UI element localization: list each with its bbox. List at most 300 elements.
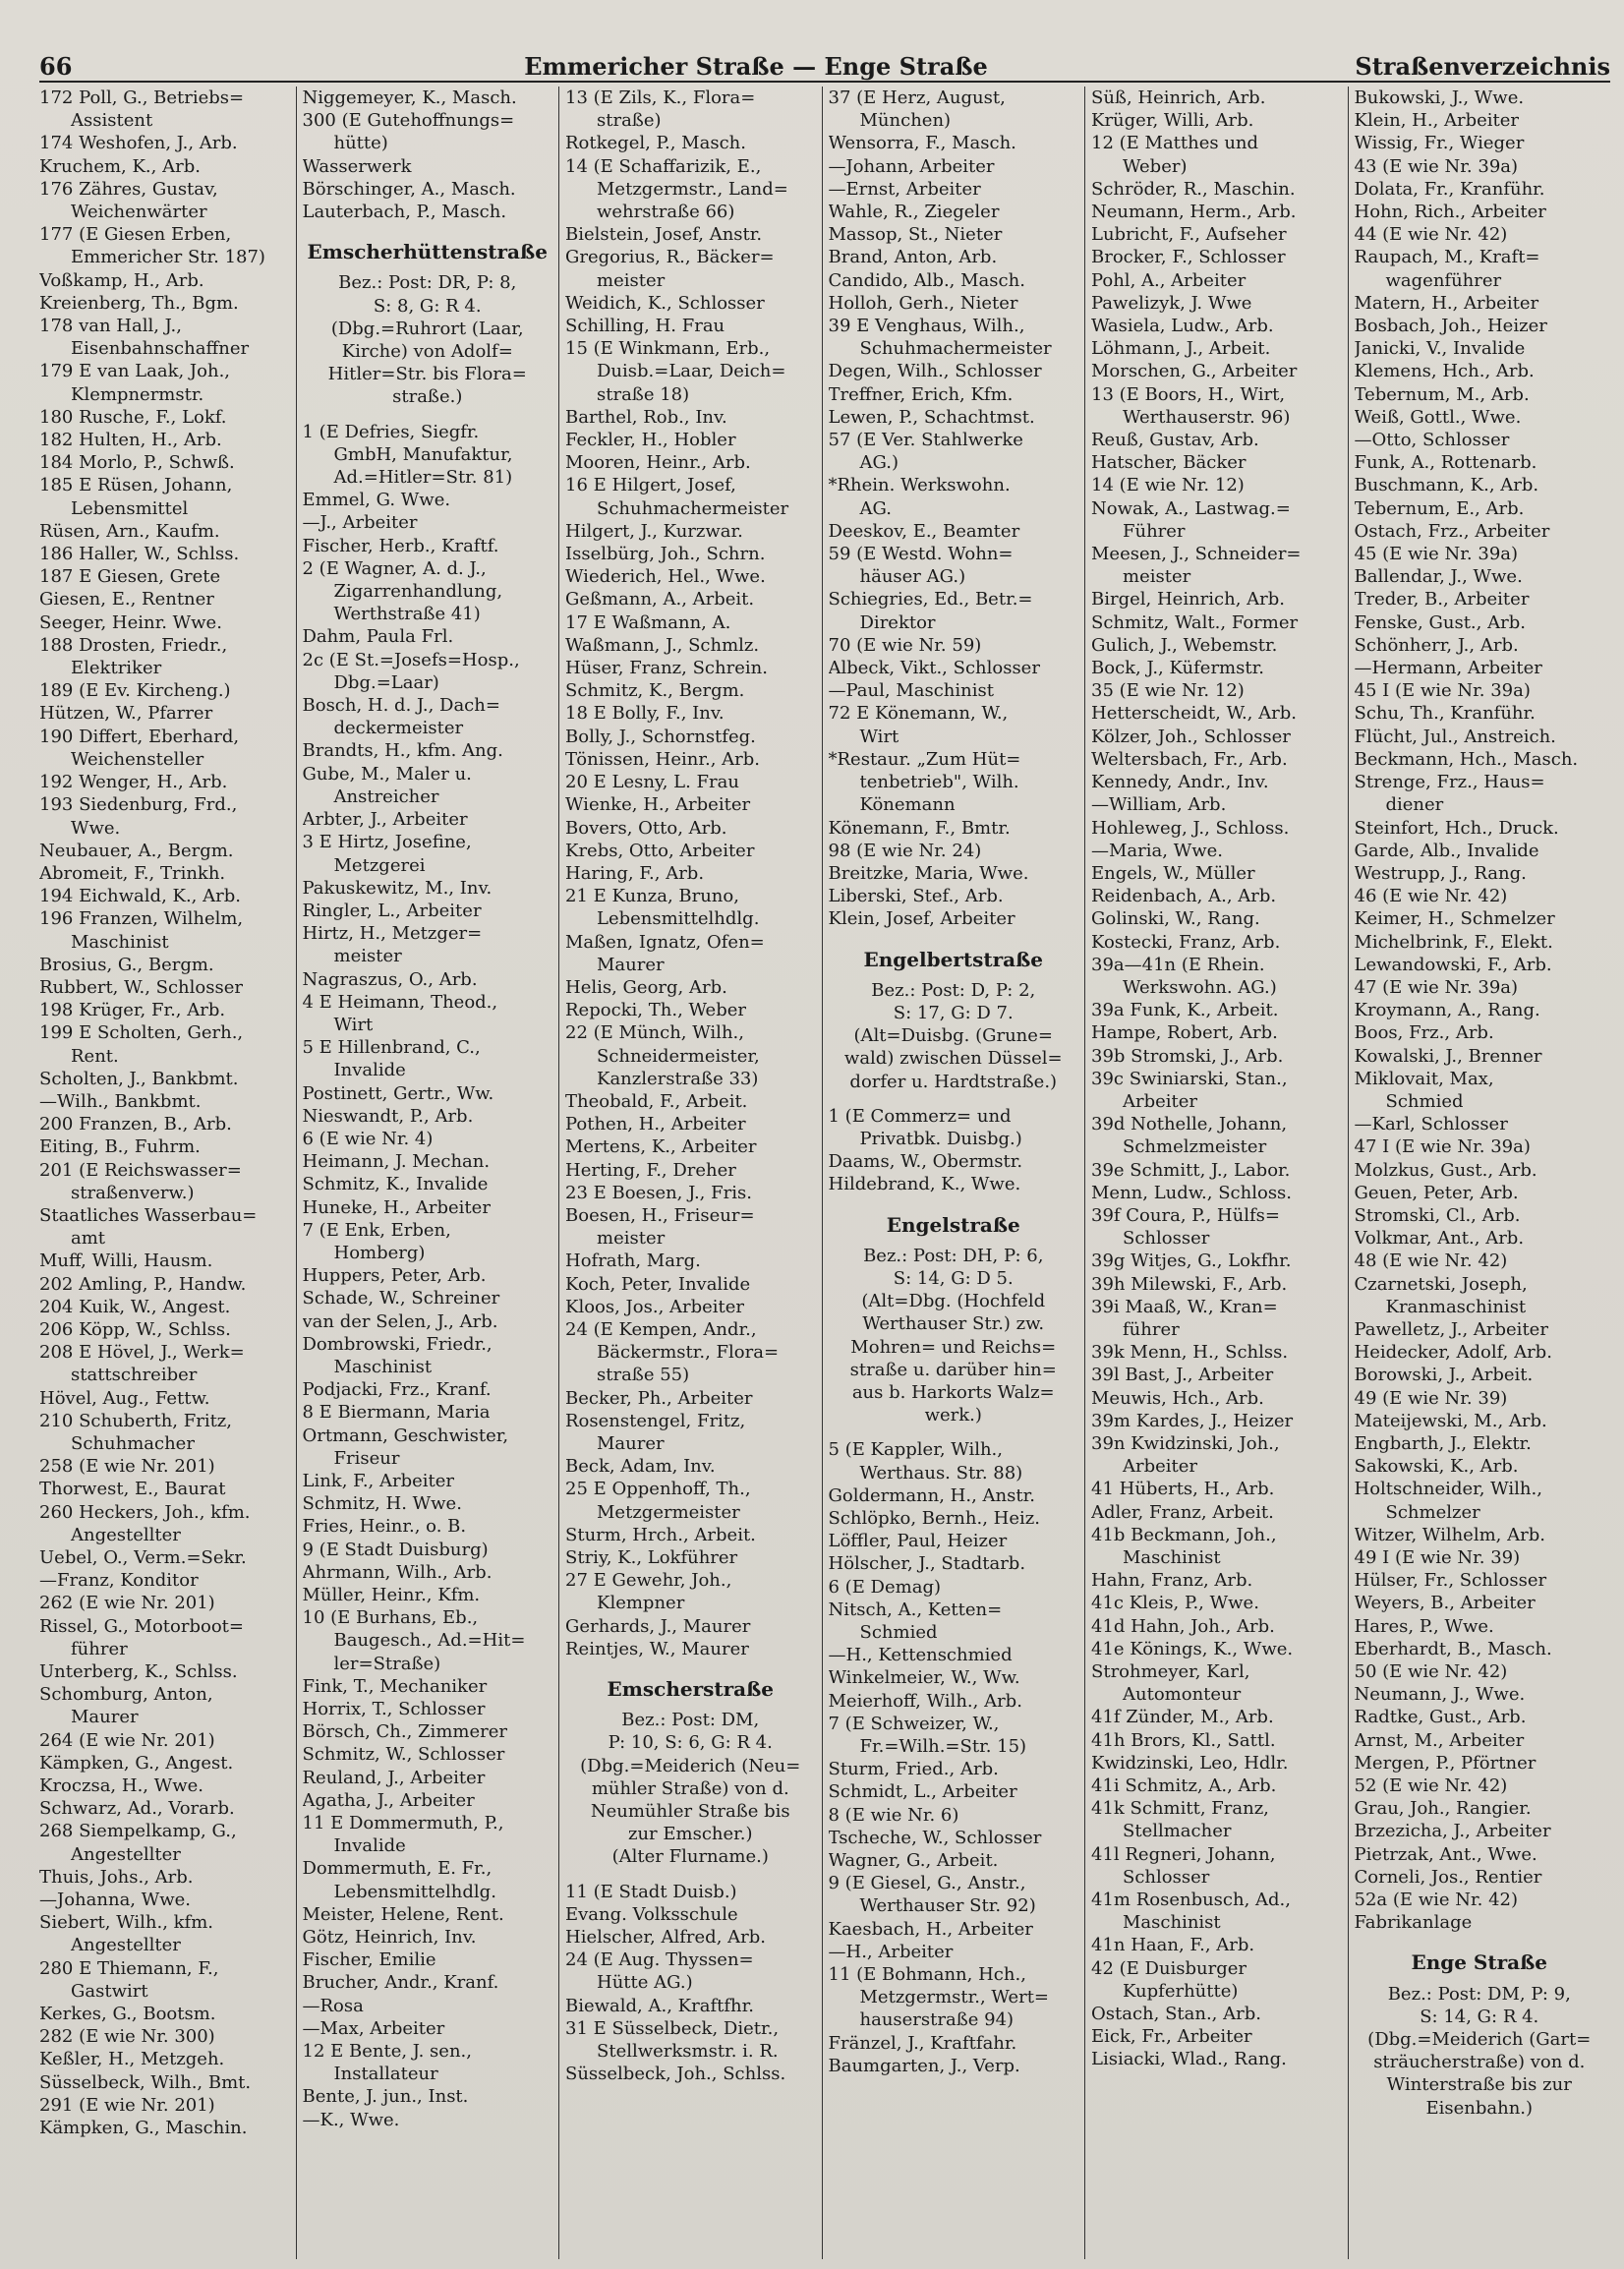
directory-entry: 10 (E Burhans, Eb., <box>302 1607 479 1629</box>
directory-entry: 25 E Oppenhoff, Th., <box>565 1479 751 1500</box>
directory-entry: Keimer, H., Schmelzer <box>1354 908 1555 930</box>
directory-entry: Schmitz, K., Bergm. <box>565 680 745 702</box>
spacer <box>829 1426 1079 1438</box>
directory-entry: Maschinist <box>1123 1912 1221 1934</box>
directory-entry: Dbg.=Laar) <box>333 671 439 693</box>
directory-entry: Hirtz, H., Metzger= <box>302 923 483 945</box>
directory-entry: Ostach, Stan., Arb. <box>1091 2004 1261 2025</box>
directory-entry: Klemens, Hch., Arb. <box>1354 361 1535 382</box>
street-info: Bez.: Post: DH, P: 6, <box>863 1245 1044 1266</box>
directory-entry: —Franz, Konditor <box>39 1570 199 1592</box>
directory-entry: Helis, Georg, Arb. <box>565 976 727 998</box>
directory-entry: 186 Haller, W., Schlss. <box>39 544 240 565</box>
directory-entry: 39k Menn, H., Schlss. <box>1091 1342 1289 1364</box>
street-heading: Emscherstraße <box>607 1677 775 1702</box>
directory-entry: Theobald, F., Arbeit. <box>565 1090 748 1112</box>
directory-entry: Werkswohn. AG.) <box>1123 976 1277 998</box>
directory-entry: Boos, Frz., Arb. <box>1354 1022 1494 1044</box>
directory-entry: Bosbach, Joh., Heizer <box>1354 316 1547 337</box>
street-info: (Dbg.=Meiderich (Neu= <box>580 1755 801 1776</box>
directory-entry: Weichenwärter <box>71 202 207 223</box>
directory-entry: 200 Franzen, B., Arb. <box>39 1114 232 1135</box>
directory-entry: Haring, F., Arb. <box>565 862 705 884</box>
directory-entry: 1 (E Commerz= und <box>828 1105 1012 1127</box>
directory-entry: 41c Kleis, P., Wwe. <box>1091 1593 1259 1614</box>
directory-entry: Arbeiter <box>1123 1456 1198 1478</box>
directory-entry: 2 (E Wagner, A. d. J., <box>302 557 487 579</box>
directory-entry: Kroczsa, H., Wwe. <box>39 1775 204 1797</box>
directory-entry: meister <box>1123 566 1191 588</box>
street-info: Bez.: Post: DR, P: 8, <box>338 272 517 294</box>
street-heading: Enge Straße <box>1411 1950 1548 1975</box>
directory-entry: Friseur <box>333 1447 400 1469</box>
directory-entry: Arbter, J., Arbeiter <box>302 809 468 831</box>
directory-entry: Pawelletz, J., Arbeiter <box>1354 1318 1548 1340</box>
directory-entry: —Rosa <box>302 1995 364 2016</box>
section-title: Straßenverzeichnis <box>1355 52 1610 81</box>
directory-entry: 45 I (E wie Nr. 39a) <box>1354 680 1531 702</box>
directory-entry: Nowak, A., Lastwag.= <box>1091 497 1291 519</box>
directory-entry: Rubbert, W., Schlosser <box>39 976 243 998</box>
directory-entry: 41l Regneri, Johann, <box>1091 1843 1276 1865</box>
directory-entry: Eisenbahnschaffner <box>71 338 250 360</box>
directory-entry: Reidenbach, A., Arb. <box>1091 886 1277 907</box>
directory-entry: 31 E Süsselbeck, Dietr., <box>565 2017 780 2039</box>
directory-entry: 41k Schmitt, Franz, <box>1091 1798 1269 1820</box>
directory-entry: Schomburg, Anton, <box>39 1684 213 1706</box>
directory-entry: 206 Köpp, W., Schlss. <box>39 1318 231 1340</box>
directory-entry: —Johanna, Wwe. <box>39 1890 192 1911</box>
directory-entry: Molzkus, Gust., Arb. <box>1354 1159 1537 1181</box>
directory-entry: 72 E Könemann, W., <box>828 703 1009 725</box>
directory-entry: hütte) <box>333 133 388 154</box>
directory-entry: 15 (E Winkmann, Erb., <box>565 338 771 360</box>
directory-entry: 35 (E wie Nr. 12) <box>1091 680 1245 702</box>
directory-entry: 49 (E wie Nr. 39) <box>1354 1387 1508 1409</box>
directory-entry: Brand, Anton, Arb. <box>828 247 998 268</box>
directory-entry: Wwe. <box>71 817 121 839</box>
directory-entry: 182 Hulten, H., Arb. <box>39 430 222 451</box>
directory-entry: GmbH, Manufaktur, <box>333 443 513 465</box>
directory-entry: Schuhmacher <box>71 1432 195 1454</box>
directory-entry: 59 (E Westd. Wohn= <box>828 544 1014 565</box>
directory-entry: 201 (E Reichswasser= <box>39 1159 242 1181</box>
directory-entry: 39f Coura, P., Hülfs= <box>1091 1204 1280 1226</box>
directory-entry: Kämpken, G., Maschin. <box>39 2118 248 2139</box>
directory-entry: Wensorra, F., Masch. <box>828 133 1016 154</box>
directory-entry: Abromeit, F., Trinkh. <box>39 862 226 884</box>
street-info: S: 17, G: D 7. <box>893 1002 1014 1023</box>
directory-entry: Kerkes, G., Bootsm. <box>39 2004 216 2025</box>
directory-entry: Maschinist <box>71 931 169 953</box>
directory-entry: 39i Maaß, W., Kran= <box>1091 1296 1278 1317</box>
street-info: (Alt=Dbg. (Hochfeld <box>861 1291 1046 1312</box>
directory-entry: Baugesch., Ad.=Hit= <box>333 1630 526 1652</box>
directory-entry: Buschmann, K., Arb. <box>1354 475 1539 496</box>
street-info: S: 14, G: D 5. <box>893 1267 1014 1289</box>
directory-entry: Dommermuth, E. Fr., <box>302 1858 493 1880</box>
directory-entry: Daams, W., Obermstr. <box>828 1151 1023 1173</box>
directory-entry: Herting, F., Dreher <box>565 1159 736 1181</box>
directory-entry: deckermeister <box>333 718 464 739</box>
directory-entry: Witzer, Wilhelm, Arb. <box>1354 1524 1545 1545</box>
directory-entry: 188 Drosten, Friedr., <box>39 634 228 656</box>
directory-entry: 179 E van Laak, Joh., <box>39 361 231 382</box>
directory-entry: 39d Nothelle, Johann, <box>1091 1114 1288 1135</box>
directory-entry: Maurer <box>597 1432 665 1454</box>
directory-entry: Lisiacki, Wlad., Rang. <box>1091 2049 1287 2070</box>
directory-entry: 41b Beckmann, Joh., <box>1091 1524 1277 1545</box>
directory-entry: Pawelizyk, J. Wwe <box>1091 292 1252 314</box>
directory-entry: Becker, Ph., Arbeiter <box>565 1387 753 1409</box>
directory-entry: 47 (E wie Nr. 39a) <box>1354 976 1519 998</box>
directory-entry: Eiting, B., Fuhrm. <box>39 1136 201 1158</box>
directory-entry: 300 (E Gutehoffnungs= <box>302 110 515 132</box>
directory-entry: Rissel, G., Motorboot= <box>39 1615 244 1637</box>
directory-entry: häuser AG.) <box>859 566 966 588</box>
directory-entry: Lubricht, F., Aufseher <box>1091 224 1287 246</box>
directory-entry: 46 (E wie Nr. 42) <box>1354 886 1508 907</box>
directory-entry: Börschinger, A., Masch. <box>302 178 516 200</box>
directory-entry: Hofrath, Marg. <box>565 1251 701 1272</box>
directory-entry: 41i Schmitz, A., Arb. <box>1091 1775 1277 1797</box>
directory-entry: 52 (E wie Nr. 42) <box>1354 1775 1508 1797</box>
directory-entry: Brocker, F., Schlosser <box>1091 247 1286 268</box>
directory-entry: Brucher, Andr., Kranf. <box>302 1972 499 1994</box>
directory-entry: Fenske, Gust., Arb. <box>1354 611 1526 633</box>
directory-entry: 184 Morlo, P., Schwß. <box>39 452 235 474</box>
directory-entry: —Ernst, Arbeiter <box>828 178 981 200</box>
directory-entry: Massop, St., Nieter <box>828 224 1003 246</box>
directory-entry: 6 (E Demag) <box>828 1576 941 1598</box>
directory-entry: Brandts, H., kfm. Ang. <box>302 740 503 762</box>
directory-entry: Bosch, H. d. J., Dach= <box>302 695 500 717</box>
directory-entry: Süsselbeck, Joh., Schlss. <box>565 2064 786 2085</box>
directory-entry: 208 E Hövel, J., Werk= <box>39 1342 245 1364</box>
directory-entry: 39a Funk, K., Arbeit. <box>1091 1000 1279 1021</box>
directory-entry: 291 (E wie Nr. 201) <box>39 2094 215 2116</box>
directory-entry: Reintjes, W., Maurer <box>565 1638 749 1659</box>
directory-entry: Muff, Willi, Hausm. <box>39 1251 213 1272</box>
directory-entry: 172 Poll, G., Betriebs= <box>39 87 245 108</box>
directory-entry: Schmelzmeister <box>1123 1136 1267 1158</box>
directory-entry: 41h Brors, Kl., Sattl. <box>1091 1729 1276 1751</box>
directory-entry: Nagraszus, O., Arb. <box>302 968 478 990</box>
directory-entry: diener <box>1385 794 1444 816</box>
directory-entry: Scholten, J., Bankbmt. <box>39 1068 239 1089</box>
directory-entry: 43 (E wie Nr. 39a) <box>1354 155 1519 177</box>
directory-entry: Metzgerei <box>333 854 426 876</box>
directory-entry: —Wilh., Bankbmt. <box>39 1090 202 1112</box>
directory-entry: Maurer <box>71 1707 139 1728</box>
directory-entry: 190 Differt, Eberhard, <box>39 726 240 747</box>
column-4 <box>822 87 1085 2259</box>
directory-entry: Gregorius, R., Bäcker= <box>565 247 775 268</box>
directory-entry: Weichensteller <box>71 748 204 770</box>
directory-entry: 11 (E Stadt Duisb.) <box>565 1881 737 1902</box>
directory-entry: Schiegries, Ed., Betr.= <box>828 589 1033 611</box>
directory-entry: 178 van Hall, J., <box>39 316 182 337</box>
directory-entry: Holtschneider, Wilh., <box>1354 1479 1542 1500</box>
directory-entry: 7 (E Schweizer, W., <box>828 1713 1000 1734</box>
directory-entry: 41n Haan, F., Arb. <box>1091 1935 1255 1956</box>
directory-entry: 11 (E Bohmann, Hch., <box>828 1964 1026 1986</box>
directory-entry: 5 E Hillenbrand, C., <box>302 1037 481 1059</box>
directory-entry: 39 E Venghaus, Wilh., <box>828 316 1025 337</box>
directory-entry: Golinski, W., Rang. <box>1091 908 1260 930</box>
directory-entry: straßenverw.) <box>71 1182 195 1203</box>
directory-entry: Podjacki, Frz., Kranf. <box>302 1379 492 1401</box>
directory-entry: 39h Milewski, F., Arb. <box>1091 1273 1288 1295</box>
directory-entry: Klempnermstr. <box>71 383 204 405</box>
directory-entry: Rüsen, Arn., Kaufm. <box>39 520 220 542</box>
directory-entry: Corneli, Jos., Rentier <box>1354 1866 1542 1888</box>
directory-entry: Ortmann, Geschwister, <box>302 1425 509 1446</box>
directory-entry: Invalide <box>333 1835 406 1857</box>
directory-entry: Kennedy, Andr., Inv. <box>1091 772 1269 793</box>
directory-entry: Könemann, F., Bmtr. <box>828 817 1011 839</box>
directory-entry: Engels, W., Müller <box>1091 862 1255 884</box>
directory-entry: Lauterbach, P., Masch. <box>302 202 507 223</box>
directory-entry: Sturm, Hrch., Arbeit. <box>565 1524 756 1545</box>
directory-entry: 39a—41n (E Rhein. <box>1091 954 1265 975</box>
directory-entry: Tebernum, E., Arb. <box>1354 497 1525 519</box>
directory-entry: Werthauser Str. 92) <box>859 1895 1036 1917</box>
directory-entry: Menn, Ludw., Schloss. <box>1091 1182 1293 1203</box>
directory-entry: Meesen, J., Schneider= <box>1091 544 1302 565</box>
directory-entry: Hohleweg, J., Schloss. <box>1091 817 1290 839</box>
street-info: straße u. darüber hin= <box>849 1359 1057 1380</box>
directory-entry: 16 E Hilgert, Josef, <box>565 475 736 496</box>
directory-entry: Bukowski, J., Wwe. <box>1354 87 1525 108</box>
directory-entry: Adler, Franz, Arbeit. <box>1091 1501 1274 1523</box>
directory-entry: Grau, Joh., Rangier. <box>1354 1798 1532 1820</box>
directory-entry: führer <box>1123 1318 1180 1340</box>
directory-entry: 8 E Biermann, Maria <box>302 1402 491 1424</box>
street-info: Mohren= und Reichs= <box>850 1336 1057 1358</box>
directory-entry: 22 (E Münch, Wilh., <box>565 1022 744 1044</box>
directory-entry: 202 Amling, P., Handw. <box>39 1273 247 1295</box>
directory-entry: 268 Siempelkamp, G., <box>39 1821 237 1842</box>
directory-entry: Heimann, J. Mechan. <box>302 1151 491 1173</box>
directory-entry: Ballendar, J., Wwe. <box>1354 566 1523 588</box>
directory-entry: 52a (E wie Nr. 42) <box>1354 1890 1519 1911</box>
directory-entry: 9 (E Giesel, G., Anstr., <box>828 1873 1026 1894</box>
street-info: Bez.: Post: DM, P: 9, <box>1387 1983 1571 2005</box>
directory-entry: Link, F., Arbeiter <box>302 1470 455 1491</box>
directory-entry: 192 Wenger, H., Arb. <box>39 772 228 793</box>
directory-entry: 21 E Kunza, Bruno, <box>565 886 739 907</box>
directory-entry: Hüser, Franz, Schrein. <box>565 658 768 679</box>
directory-entry: Weltersbach, Fr., Arb. <box>1091 748 1288 770</box>
directory-entry: Beck, Adam, Inv. <box>565 1456 716 1478</box>
directory-entry: Brosius, G., Bergm. <box>39 954 214 975</box>
directory-entry: 6 (E wie Nr. 4) <box>302 1128 434 1149</box>
directory-entry: —Paul, Maschinist <box>828 680 994 702</box>
directory-entry: 20 E Lesny, L. Frau <box>565 772 739 793</box>
directory-entry: Garde, Alb., Invalide <box>1354 840 1539 861</box>
directory-entry: Automonteur <box>1123 1684 1242 1706</box>
directory-entry: 189 (E Ev. Kircheng.) <box>39 680 231 702</box>
directory-entry: 14 (E Schaffarizik, E., <box>565 155 762 177</box>
directory-entry: Czarnetski, Joseph, <box>1354 1273 1528 1295</box>
directory-entry: Lebensmittel <box>71 497 189 519</box>
directory-entry: Privatbk. Duisbg.) <box>859 1128 1022 1149</box>
directory-entry: Evang. Volksschule <box>565 1903 738 1925</box>
directory-entry: Gube, M., Maler u. <box>302 763 472 785</box>
directory-entry: Angestellter <box>71 1935 181 1956</box>
directory-entry: Weyers, B., Arbeiter <box>1354 1593 1536 1614</box>
directory-entry: Tebernum, M., Arb. <box>1354 383 1530 405</box>
spacer <box>303 409 553 421</box>
directory-entry: *Rhein. Werkswohn. <box>828 475 1011 496</box>
directory-entry: Kloos, Jos., Arbeiter <box>565 1296 745 1317</box>
directory-entry: Löffler, Paul, Heizer <box>828 1531 1008 1552</box>
directory-entry: Ostach, Frz., Arbeiter <box>1354 520 1550 542</box>
directory-entry: Schade, W., Schreiner <box>302 1288 500 1309</box>
directory-entry: Huppers, Peter, Arb. <box>302 1265 487 1287</box>
directory-entry: 258 (E wie Nr. 201) <box>39 1456 215 1478</box>
directory-entry: Schuhmachermeister <box>859 338 1052 360</box>
directory-entry: Götz, Heinrich, Inv. <box>302 1927 477 1949</box>
street-info: zur Emscher.) <box>627 1824 753 1845</box>
directory-entry: Hilgert, J., Kurzwar. <box>565 520 743 542</box>
directory-entry: Emmel, G. Wwe. <box>302 490 451 511</box>
directory-entry: Birgel, Heinrich, Arb. <box>1091 589 1285 611</box>
directory-entry: Schmidt, L., Arbeiter <box>828 1781 1017 1803</box>
directory-entry: Strohmeyer, Karl, <box>1091 1661 1250 1683</box>
spacer <box>565 1869 816 1881</box>
directory-entry: Pakuskewitz, M., Inv. <box>302 877 493 899</box>
directory-entry: Feckler, H., Hobler <box>565 430 736 451</box>
directory-entry: Sakowski, K., Arb. <box>1354 1456 1519 1478</box>
directory-entry: Candido, Alb., Masch. <box>828 269 1025 291</box>
directory-entry: Assistent <box>71 110 153 132</box>
directory-entry: Dahm, Paula Frl. <box>302 626 454 648</box>
directory-entry: Angestellter <box>71 1843 181 1865</box>
directory-entry: Repocki, Th., Weber <box>565 1000 746 1021</box>
directory-entry: Süsselbeck, Wilh., Bmt. <box>39 2071 252 2093</box>
directory-entry: 41m Rosenbusch, Ad., <box>1091 1890 1292 1911</box>
street-info: (Alt=Duisbg. (Grune= <box>853 1025 1054 1047</box>
directory-entry: 45 (E wie Nr. 39a) <box>1354 544 1519 565</box>
directory-entry: 17 E Waßmann, A. <box>565 611 731 633</box>
directory-entry: führer <box>71 1638 128 1659</box>
directory-entry: Neumann, J., Wwe. <box>1354 1684 1526 1706</box>
directory-entry: Kanzlerstraße 33) <box>597 1068 759 1089</box>
directory-entry: Hölscher, J., Stadtarb. <box>828 1553 1026 1575</box>
directory-entry: Raupach, M., Kraft= <box>1354 247 1540 268</box>
street-info: S: 8, G: R 4. <box>373 295 482 317</box>
directory-entry: Schmitz, Walt., Former <box>1091 611 1299 633</box>
directory-entry: stattschreiber <box>71 1365 198 1386</box>
street-heading: Emscherhüttenstraße <box>307 240 548 264</box>
directory-entry: 39n Kwidzinski, Joh., <box>1091 1432 1280 1454</box>
directory-entry: München) <box>859 110 952 132</box>
directory-entry: Lebensmittelhdlg. <box>333 1881 496 1902</box>
directory-entry: 264 (E wie Nr. 201) <box>39 1729 215 1751</box>
directory-entry: 39b Stromski, J., Arb. <box>1091 1045 1284 1067</box>
street-info: Hitler=Str. bis Flora= <box>327 364 527 385</box>
directory-entry: Schönherr, J., Arb. <box>1354 634 1519 656</box>
directory-entry: Arnst, M., Arbeiter <box>1354 1729 1525 1751</box>
directory-entry: Zigarrenhandlung, <box>333 581 503 603</box>
directory-entry: Holloh, Gerh., Nieter <box>828 292 1018 314</box>
directory-entry: Bovers, Otto, Arb. <box>565 817 727 839</box>
directory-entry: Schmied <box>1385 1090 1464 1112</box>
directory-entry: Neumann, Herm., Arb. <box>1091 202 1297 223</box>
directory-entry: Werthstraße 41) <box>333 604 481 625</box>
column-6 <box>1348 87 1611 2259</box>
directory-entry: 262 (E wie Nr. 201) <box>39 1593 215 1614</box>
directory-entry: 199 E Scholten, Gerh., <box>39 1022 244 1044</box>
directory-entry: Kroymann, A., Rang. <box>1354 1000 1540 1021</box>
directory-entry: Schmelzer <box>1385 1501 1480 1523</box>
directory-entry: Hildebrand, K., Wwe. <box>828 1174 1021 1195</box>
directory-entry: Steinfort, Hch., Druck. <box>1354 817 1559 839</box>
directory-entry: Wasiela, Ludw., Arb. <box>1091 316 1274 337</box>
directory-entry: Neubauer, A., Bergm. <box>39 840 234 861</box>
directory-entry: Geuen, Peter, Arb. <box>1354 1182 1519 1203</box>
directory-entry: Hares, P., Wwe. <box>1354 1615 1494 1637</box>
directory-entry: Albeck, Vikt., Schlosser <box>828 658 1040 679</box>
directory-entry: Eberhardt, B., Masch. <box>1354 1638 1552 1659</box>
directory-entry: Uebel, O., Verm.=Sekr. <box>39 1547 247 1568</box>
directory-entry: Postinett, Gertr., Ww. <box>302 1082 494 1104</box>
directory-entry: Kreienberg, Th., Bgm. <box>39 292 239 314</box>
directory-entry: Mooren, Heinr., Arb. <box>565 452 751 474</box>
directory-entry: 187 E Giesen, Grete <box>39 566 221 588</box>
directory-entry: Metzgermstr., Wert= <box>859 1987 1050 2008</box>
directory-entry: Sturm, Fried., Arb. <box>828 1759 999 1780</box>
directory-entry: 39e Schmitt, J., Labor. <box>1091 1159 1291 1181</box>
directory-entry: Lewen, P., Schachtmst. <box>828 406 1035 428</box>
directory-entry: 176 Zähres, Gustav, <box>39 178 218 200</box>
directory-entry: 48 (E wie Nr. 42) <box>1354 1251 1508 1272</box>
directory-entry: 9 (E Stadt Duisburg) <box>302 1539 489 1560</box>
directory-entry: Striy, K., Lokführer <box>565 1547 738 1568</box>
directory-entry: Eick, Fr., Arbeiter <box>1091 2026 1252 2048</box>
directory-entry: Seeger, Heinr. Wwe. <box>39 611 222 633</box>
directory-entry: —K., Wwe. <box>302 2109 400 2130</box>
directory-entry: 42 (E Duisburger <box>1091 1957 1247 1979</box>
directory-entry: 41e Könings, K., Wwe. <box>1091 1638 1294 1659</box>
directory-entry: Hützen, W., Pfarrer <box>39 703 213 725</box>
directory-entry: Führer <box>1123 520 1186 542</box>
page-title: Emmericher Straße — Enge Straße <box>524 52 988 81</box>
directory-entry: Pohl, A., Arbeiter <box>1091 269 1247 291</box>
directory-entry: Ad.=Hitler=Str. 81) <box>333 467 513 489</box>
directory-entry: 282 (E wie Nr. 300) <box>39 2026 215 2048</box>
directory-entry: Isselbürg, Joh., Schrn. <box>565 544 766 565</box>
directory-entry: Huneke, H., Arbeiter <box>302 1196 491 1218</box>
directory-entry: Rosenstengel, Fritz, <box>565 1410 746 1431</box>
directory-entry: Bielstein, Josef, Anstr. <box>565 224 763 246</box>
directory-entry: Engbarth, J., Elektr. <box>1354 1432 1532 1454</box>
directory-entry: Installateur <box>333 2064 438 2085</box>
directory-entry: Krebs, Otto, Arbeiter <box>565 840 755 861</box>
directory-entry: 49 I (E wie Nr. 39) <box>1354 1547 1521 1568</box>
directory-entry: Matern, H., Arbeiter <box>1354 292 1539 314</box>
directory-entry: Horrix, T., Schlosser <box>302 1699 486 1720</box>
directory-entry: hauserstraße 94) <box>859 2009 1015 2031</box>
directory-entry: Winkelmeier, W., Ww. <box>828 1667 1020 1689</box>
directory-entry: Emmericher Str. 187) <box>71 247 265 268</box>
directory-entry: *Restaur. „Zum Hüt= <box>828 748 1021 770</box>
directory-entry: 8 (E wie Nr. 6) <box>828 1804 959 1826</box>
directory-entry: 24 (E Aug. Thyssen= <box>565 1949 754 1971</box>
directory-entry: Klempner <box>597 1593 685 1614</box>
